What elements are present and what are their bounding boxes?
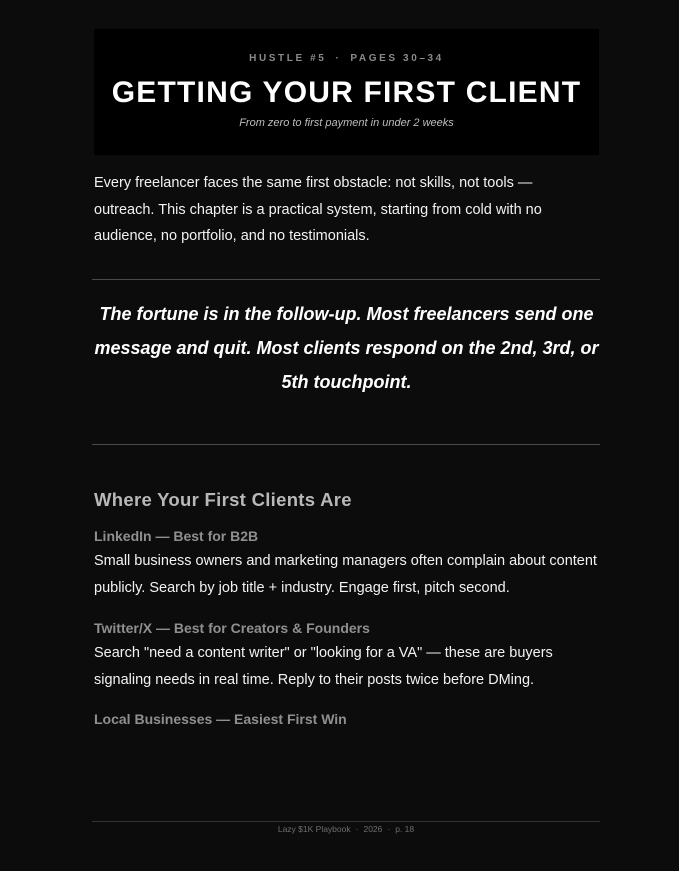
page <box>94 29 599 727</box>
client-source-twitter <box>94 619 599 694</box>
chapter-subtitle: From zero to first payment in under 2 weeks <box>239 117 454 129</box>
source-body: Small business owners and marketing managers often complain about content publicly. Search by job title + industry. Engage first, pitch second. <box>94 553 597 596</box>
client-source-local-businesses <box>94 710 599 728</box>
footer-book-title: Lazy $1K Playbook <box>277 824 351 834</box>
footer-page-number: p. 18 <box>395 824 415 834</box>
footer-divider <box>92 821 600 822</box>
pull-quote: The fortune is in the follow-up. Most freelancers send one message and quit. Most clients respond on the 2nd, 3rd, or 5th touchpoint. <box>94 304 599 392</box>
chapter-header <box>94 29 599 155</box>
source-heading: Twitter/X — Best for Creators & Founders <box>94 620 370 636</box>
intro-paragraph: Every freelancer faces the same first obstacle: not skills, not tools — outreach. This chapter is a practical system, starting from cold with no audience, no portfolio, and no testimonials. <box>94 175 542 244</box>
client-source-linkedin <box>94 527 599 602</box>
chapter-eyebrow <box>94 53 599 64</box>
hustle-number: HUSTLE #5 <box>249 53 327 64</box>
footer-separator: · <box>387 824 391 834</box>
footer-year: 2026 <box>363 824 383 834</box>
chapter-title: GETTING YOUR FIRST CLIENT <box>111 76 582 109</box>
quote-top-divider <box>92 279 600 280</box>
source-heading: Local Businesses — Easiest First Win <box>94 711 347 727</box>
footer-separator: · <box>355 824 359 834</box>
source-heading: LinkedIn — Best for B2B <box>94 528 259 544</box>
section-title: Where Your First Clients Are <box>94 489 352 510</box>
quote-bottom-divider <box>92 444 600 445</box>
page-range: PAGES 30–34 <box>350 53 444 64</box>
eyebrow-separator: · <box>335 53 342 64</box>
source-body: Search "need a content writer" or "looking for a VA" — these are buyers signaling needs in real time. Reply to their posts twice before DMing. <box>94 645 553 688</box>
page-footer <box>92 824 600 834</box>
